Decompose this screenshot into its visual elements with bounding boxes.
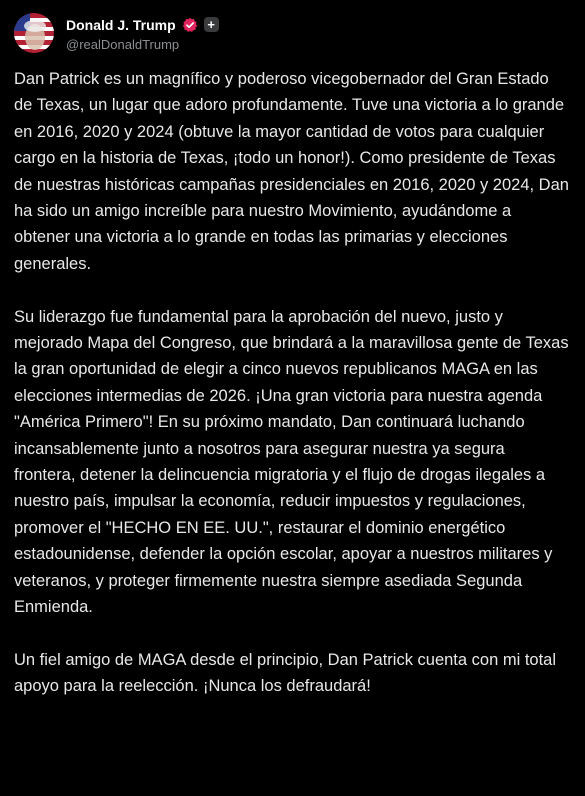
display-name[interactable]: Donald J. Trump — [66, 16, 176, 33]
post-header — [14, 0, 569, 66]
author-handle[interactable]: @realDonaldTrump — [66, 36, 180, 52]
avatar-image — [14, 13, 54, 53]
post-paragraph-3: Un fiel amigo de MAGA desde el principio, Dan Patrick cuenta con mi total apoyo para la reelección. ¡Nunca los defraudará! — [14, 650, 557, 696]
follow-plus-icon[interactable]: + — [204, 17, 219, 32]
name-row — [66, 15, 219, 35]
avatar[interactable] — [14, 13, 54, 53]
post-paragraph-2: Su liderazgo fue fundamental para la aprobación del nuevo, justo y mejorado Mapa del Congreso, que brindará a la maravillosa gente de Texas la gran oportunidad de elegir a cinco nuevos republicanos MAGA en las elecciones intermedias de 2026. ¡Una gran victoria para nuestra agenda "América Primero"! En su próximo mandato, Dan continuará luchando incansablemente junto a nosotros para asegurar nuestra ya segura frontera, detener la delincuencia migratoria y el flujo de drogas ilegales a nuestro país, impulsar la economía, reducir impuestos y regulaciones, promover el "HECHO EN EE. UU.", restaurar el dominio energético estadounidense, defender la opción escolar, apoyar a nuestros militares y veteranos, y proteger firmemente nuestra siempre asediada Segunda Enmienda. — [14, 307, 569, 617]
verified-badge-icon — [182, 17, 198, 33]
post-paragraph-1: Dan Patrick es un magnífico y poderoso vicegobernador del Gran Estado de Texas, un lugar que adoro profundamente. Tuve una victoria a lo grande en 2016, 2020 y 2024 (obtuve la mayor cantidad de votos para cualquier cargo en la historia de Texas, ¡todo un honor!). Como presidente de Texas de nuestras históricas campañas presidenciales en 2016, 2020 y 2024, Dan ha sido un amigo increíble para nuestro Movimiento, ayudándome a obtener una victoria a lo grande en todas las primarias y elecciones generales. — [14, 70, 569, 273]
post-content — [14, 66, 569, 700]
author-block — [66, 15, 219, 52]
